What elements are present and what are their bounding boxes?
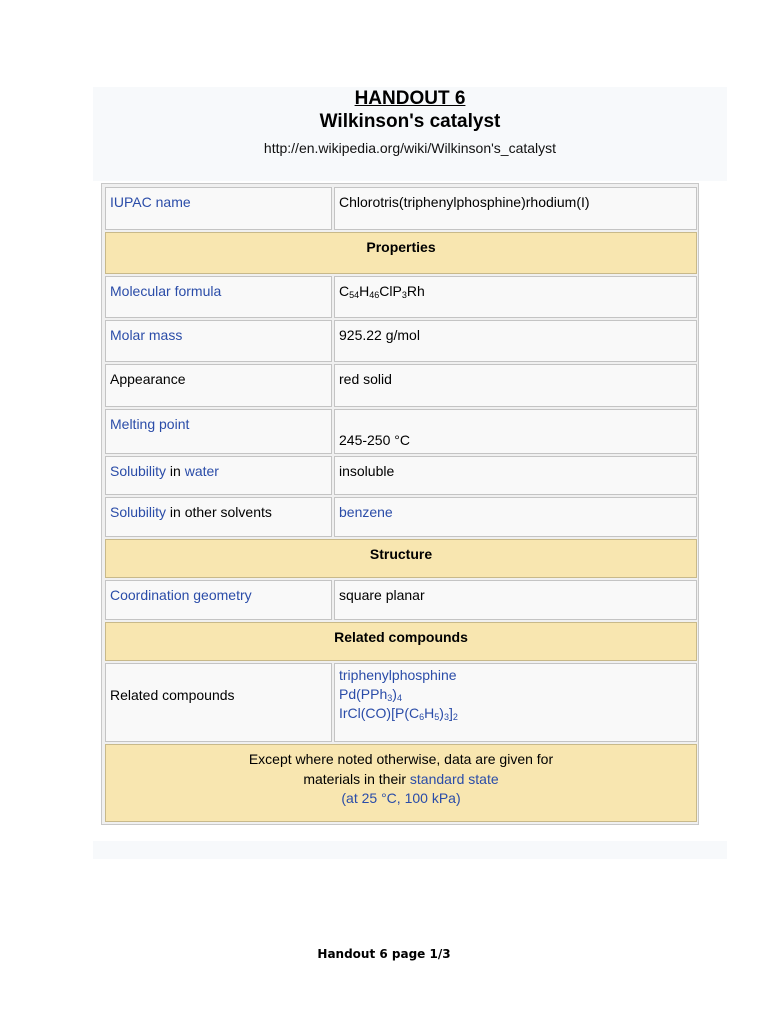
source-url[interactable]: http://en.wikipedia.org/wiki/Wilkinson's_catalyst bbox=[263, 140, 557, 156]
conditions-link[interactable]: (at 25 °C, 100 kPa) bbox=[341, 790, 461, 806]
formula-value: $C_{54}H_{46}ClP_3Rh$ bbox=[334, 276, 697, 318]
solubility-link[interactable]: Solubility bbox=[110, 463, 167, 479]
geometry-row bbox=[105, 580, 697, 620]
appearance-value: red solid bbox=[334, 364, 697, 407]
article-title: Wilkinson's catalyst bbox=[319, 111, 501, 132]
formula-row bbox=[105, 276, 697, 318]
geometry-label[interactable]: Coordination geometry bbox=[105, 580, 332, 620]
molar-mass-value: 925.22 g/mol bbox=[334, 320, 697, 362]
solubility-water-row bbox=[105, 456, 697, 495]
molar-mass-label[interactable]: Molar mass bbox=[105, 320, 332, 362]
related-label: Related compounds bbox=[105, 663, 332, 742]
molar-mass-row bbox=[105, 320, 697, 362]
related-values bbox=[334, 663, 697, 742]
properties-header: Properties bbox=[105, 232, 697, 274]
structure-header: Structure bbox=[105, 539, 697, 578]
related-item-triphenylphosphine[interactable]: triphenylphosphine bbox=[339, 667, 457, 683]
appearance-row bbox=[105, 364, 697, 407]
solubility-water-label: Solubility in water bbox=[105, 456, 332, 495]
solubility-other-row bbox=[105, 497, 697, 537]
handout-title: HANDOUT 6 bbox=[354, 88, 466, 109]
standard-state-note: Except where noted otherwise, data are given for materials in their standard state (at 25 °C, 100 kPa) bbox=[105, 744, 697, 822]
related-section-row bbox=[105, 622, 697, 661]
chemical-infobox bbox=[101, 183, 699, 825]
iupac-row bbox=[105, 187, 697, 230]
melting-point-value: 245-250 °C bbox=[334, 409, 697, 454]
page-number-footer: Handout 6 page 1/3 bbox=[317, 947, 451, 961]
related-item-pd[interactable]: $Pd(PPh_3)_4$ bbox=[339, 686, 402, 703]
related-row bbox=[105, 663, 697, 742]
document-footer-band bbox=[93, 841, 727, 859]
formula-label[interactable]: Molecular formula bbox=[105, 276, 332, 318]
structure-section-row bbox=[105, 539, 697, 578]
related-header: Related compounds bbox=[105, 622, 697, 661]
solubility-other-value[interactable]: benzene bbox=[334, 497, 697, 537]
standard-state-link[interactable]: standard state bbox=[409, 770, 499, 787]
iupac-value: Chlorotris(triphenylphosphine)rhodium(I) bbox=[334, 187, 697, 230]
solubility-water-value: insoluble bbox=[334, 456, 697, 495]
melting-point-label[interactable]: Melting point bbox=[105, 409, 332, 454]
related-item-ircl[interactable]: $IrCl(CO)[P(C_6H_5)_3]_2$ bbox=[339, 705, 458, 722]
solubility-other-link[interactable]: Solubility bbox=[110, 504, 167, 520]
document-header bbox=[93, 87, 727, 181]
note-row bbox=[105, 744, 697, 822]
water-link[interactable]: water bbox=[184, 463, 219, 479]
appearance-label: Appearance bbox=[105, 364, 332, 407]
solubility-other-label: Solubility in other solvents bbox=[105, 497, 332, 537]
properties-section-row bbox=[105, 232, 697, 274]
iupac-label[interactable]: IUPAC name bbox=[105, 187, 332, 230]
geometry-value: square planar bbox=[334, 580, 697, 620]
melting-point-row bbox=[105, 409, 697, 454]
